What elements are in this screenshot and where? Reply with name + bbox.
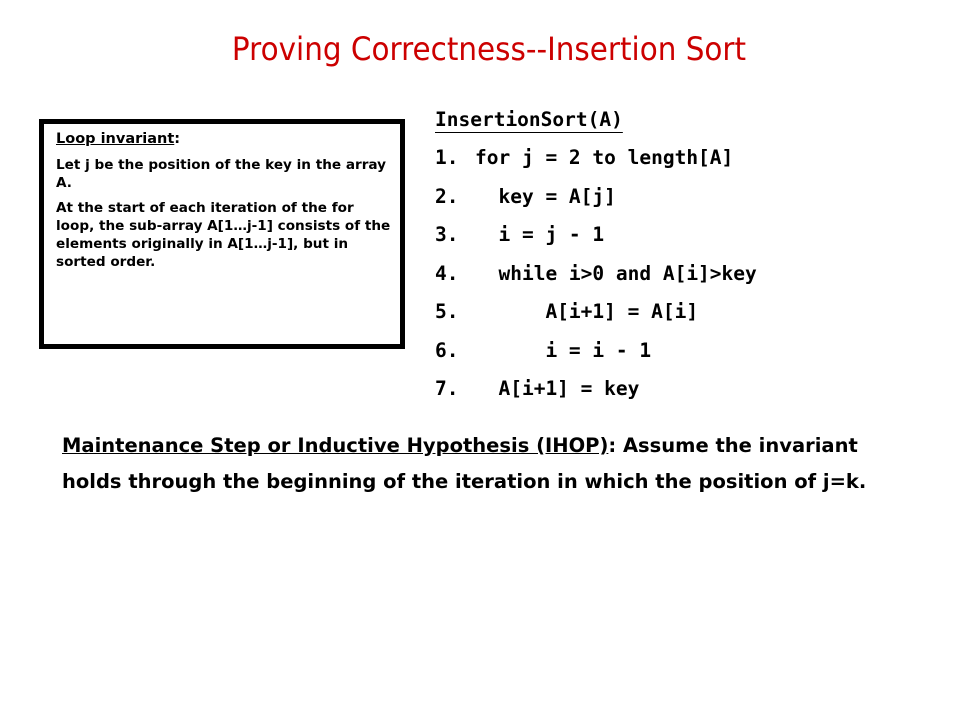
loop-invariant-label: Loop invariant [56, 131, 175, 147]
line-text: for j = 2 to length[A] [475, 146, 734, 169]
maintenance-label: Maintenance Step or Inductive Hypothesis (IHOP) [62, 434, 609, 457]
code-line [435, 332, 757, 371]
loop-invariant-box [39, 119, 405, 349]
maintenance-text: : Assume the invariant holds through the beginning of the iteration in which the position of j=k. [62, 434, 867, 493]
line-number: 1. [435, 146, 459, 169]
code-line [435, 139, 757, 178]
line-text: i = j - 1 [475, 223, 605, 246]
code-line [435, 178, 757, 217]
code-line [435, 216, 757, 255]
line-number: 6. [435, 338, 459, 362]
pseudocode-block [435, 101, 757, 409]
line-number: 4. [435, 261, 459, 285]
line-text: key = A[j] [475, 184, 616, 208]
code-line [435, 255, 757, 294]
line-text: i = i - 1 [475, 338, 652, 362]
loop-invariant-colon: : [174, 131, 181, 147]
line-number: 7. [435, 377, 459, 400]
invariant-paragraph: At the start of each iteration of the for loop, the sub-array A[1…j-1] consists of the elements originally in A[1…j-1], but in sorted order. [56, 200, 391, 270]
invariant-paragraph: Let j be the position of the key in the array A. [56, 157, 387, 191]
code-line [435, 370, 757, 409]
slide-title: Proving Correctness--Insertion Sort [231, 30, 747, 68]
line-text: A[i+1] = key [475, 377, 640, 400]
maintenance-paragraph [62, 428, 882, 500]
line-number: 3. [435, 223, 459, 246]
line-text: A[i+1] = A[i] [475, 300, 699, 323]
code-line [435, 293, 757, 332]
pseudocode-title: InsertionSort(A) [435, 108, 623, 131]
loop-invariant-heading [56, 130, 392, 148]
line-number: 2. [435, 184, 459, 208]
line-number: 5. [435, 300, 459, 323]
line-text: while i>0 and A[i]>key [475, 261, 757, 285]
